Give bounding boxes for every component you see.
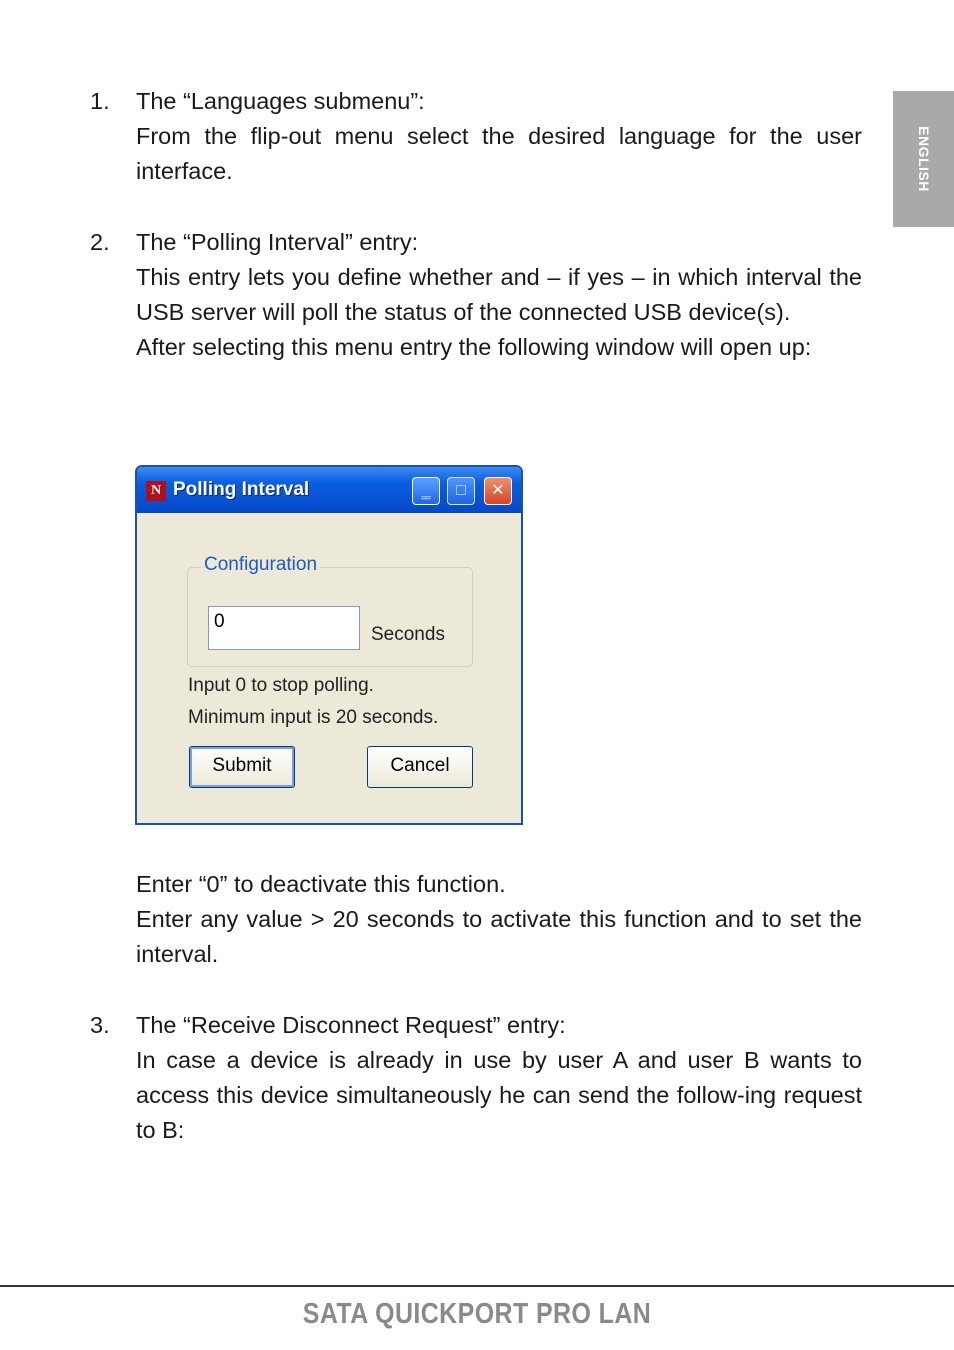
minimize-icon: ‗ <box>421 482 431 499</box>
maximize-icon: □ <box>456 482 466 499</box>
item-2-heading: The “Polling Interval” entry: <box>136 229 419 255</box>
cancel-button[interactable]: Cancel <box>367 746 473 788</box>
minimize-button[interactable] <box>412 477 440 505</box>
seconds-input[interactable]: 0 <box>208 606 360 650</box>
maximize-button[interactable] <box>447 477 475 505</box>
item-2-body-2: After selecting this menu entry the following window will open up: <box>136 334 812 360</box>
footer-rule <box>0 1285 954 1287</box>
close-button[interactable] <box>484 477 512 505</box>
dialog-title: Polling Interval <box>173 479 310 500</box>
configuration-group <box>187 554 473 667</box>
seconds-label: Seconds <box>371 624 445 645</box>
item-2-after-dialog <box>136 867 862 972</box>
footer-product-name: SATA QUICKPORT PRO LAN <box>302 1298 652 1330</box>
polling-interval-dialog <box>135 465 523 825</box>
activate-note: Enter any value > 20 seconds to activate this function and to set the interval. <box>136 906 862 967</box>
language-tab-label: ENGLISH <box>915 126 932 192</box>
item-1-number: 1. <box>90 88 110 114</box>
item-2-number: 2. <box>90 229 110 255</box>
item-2 <box>136 225 862 365</box>
submit-button[interactable]: Submit <box>189 746 295 788</box>
item-3 <box>136 1008 862 1148</box>
language-tab <box>893 91 954 227</box>
item-1-body: From the flip-out menu select the desired language for the user interface. <box>136 123 862 184</box>
dialog-titlebar[interactable] <box>137 467 521 513</box>
item-1 <box>136 84 862 189</box>
item-3-body: In case a device is already in use by user A and user B wants to access this device simultaneously he can send the follow-ing request to B: <box>136 1047 862 1143</box>
item-2-body-1: This entry lets you define whether and – if yes – in which interval the USB server will poll the status of the connected USB device(s). <box>136 264 862 325</box>
deactivate-note: Enter “0” to deactivate this function. <box>136 871 506 897</box>
item-3-number: 3. <box>90 1012 110 1038</box>
item-1-heading: The “Languages submenu”: <box>136 88 425 114</box>
app-icon: N <box>146 481 166 501</box>
hint-stop-polling: Input 0 to stop polling. <box>188 675 374 696</box>
item-3-heading: The “Receive Disconnect Request” entry: <box>136 1012 566 1038</box>
hint-minimum: Minimum input is 20 seconds. <box>188 707 439 728</box>
configuration-label: Configuration <box>201 554 320 576</box>
close-icon: ✕ <box>491 482 505 499</box>
